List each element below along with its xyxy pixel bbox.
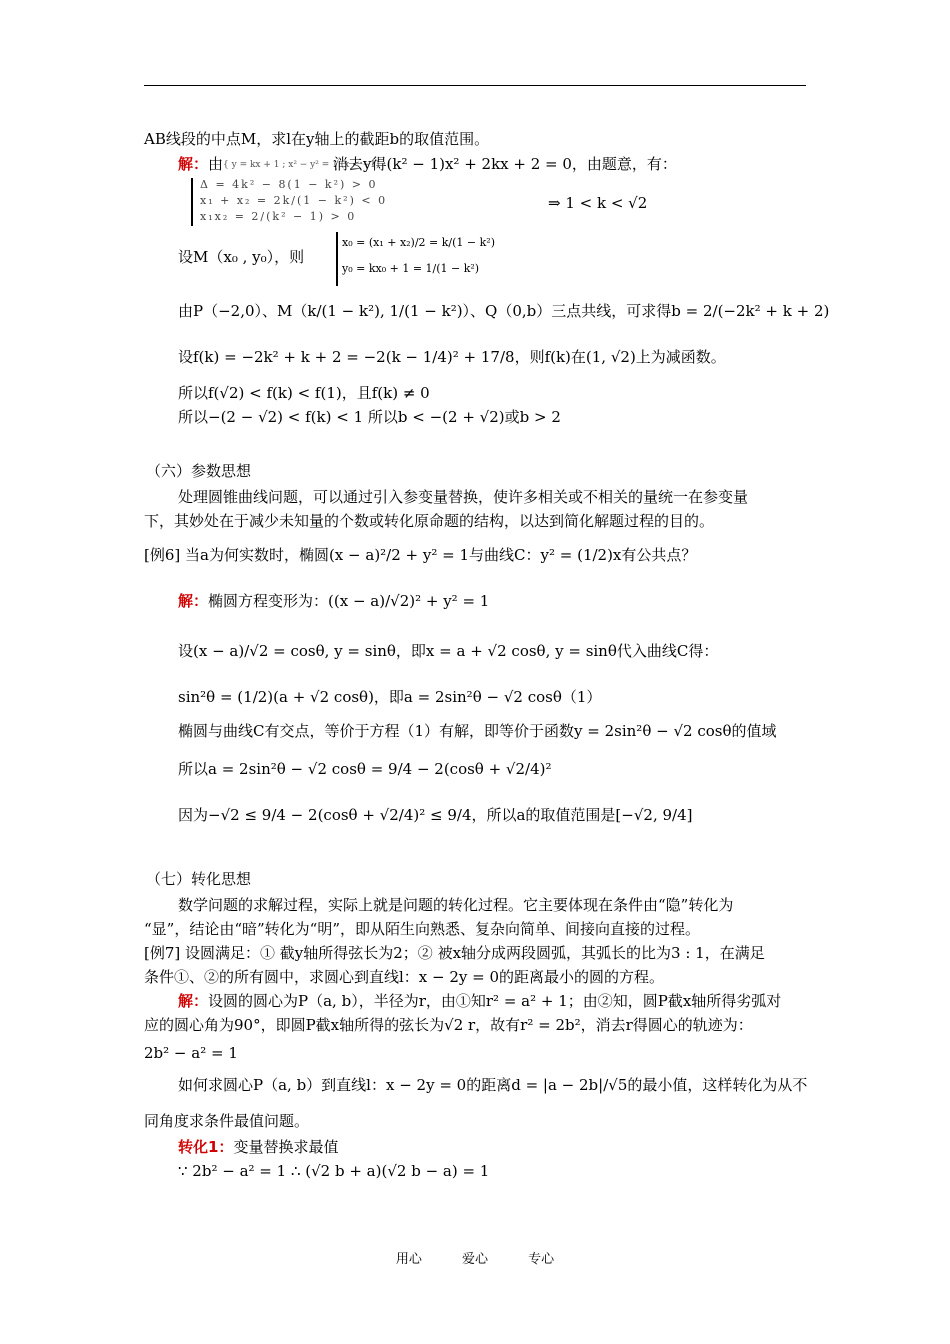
midpoint-line: 设M（x₀ , y₀），则 (178, 248, 305, 266)
ex7-step-4: 如何求圆心P（a, b）到直线l：x − 2y = 0的距离d = |a − 2b|/√5的最小值，这样转化为从不 (178, 1076, 808, 1094)
section-6-para-2: 下，其妙处在于减少未知量的个数或转化原命题的结构，以达到简化解题过程的目的。 (144, 512, 715, 530)
header-rule (144, 85, 806, 86)
range-line-1: 所以f(√2) < f(k) < f(1)，且f(k) ≠ 0 (178, 384, 430, 402)
ex6-step-3: sin²θ = (1/2)(a + √2 cosθ)，即a = 2sin²θ − √2 cosθ（1） (178, 688, 602, 706)
system-brace (191, 178, 193, 226)
example-7-line-1: [例7] 设圆满足：① 截y轴所得弦长为2；② 被x轴分成两段圆弧，其弧长的比为3 : 1，在满足 (144, 944, 765, 962)
ex7-step-5: 同角度求条件最值问题。 (144, 1112, 310, 1130)
section-7-para-1: 数学问题的求解过程，实际上就是问题的转化过程。它主要体现在条件由“隐”转化为 (178, 896, 734, 914)
section-6-para-1: 处理圆锥曲线问题，可以通过引入参变量替换，使许多相关或不相关的量统一在参变量 (178, 488, 749, 506)
section-7-para-2: “显”，结论由“暗”转化为“明”，即从陌生向熟悉、复杂向简单、间接向直接的过程。 (144, 920, 701, 938)
collinear-line: 由P（−2,0）、M（k/(1 − k²), 1/(1 − k²)）、Q（0,b）三点共线，可求得b = 2/(−2k² + k + 2) (178, 302, 830, 320)
solution-label: 解： (178, 155, 209, 173)
ex6-step-5: 所以a = 2sin²θ − √2 cosθ = 9/4 − 2(cosθ + √2/4)² (178, 760, 552, 778)
conversion-1-equation: ∵ 2b² − a² = 1 ∴ (√2 b + a)(√2 b − a) = 1 (178, 1162, 490, 1180)
system-row-1: Δ = 4k² − 8(1 − k²) > 0 (200, 178, 378, 191)
footer-item: 专心 (528, 1252, 555, 1267)
footer-item: 用心 (395, 1252, 422, 1267)
ex6-step-6: 因为−√2 ≤ 9/4 − 2(cosθ + √2/4)² ≤ 9/4，所以a的取值范围是[−√2, 9/4] (178, 806, 693, 824)
ex6-step-2: 设(x − a)/√2 = cosθ, y = sinθ，即x = a + √2 cosθ, y = sinθ代入曲线C得： (178, 642, 719, 660)
midpoint-brace (336, 232, 338, 286)
system-row-2: x₁ + x₂ = 2k/(1 − k²) < 0 (200, 194, 388, 207)
problem-tail: AB线段的中点M，求l在y轴上的截距b的取值范围。 (144, 130, 490, 148)
example-7-line-2: 条件①、②的所有圆中，求圆心到直线l：x − 2y = 0的距离最小的圆的方程。 (144, 968, 665, 986)
solution-line-1: 解：由{ y = kx + 1 ; x² − y² = 1 (x < −1)消去y得(k² − 1)x² + 2kx + 2 = 0，由题意，有： (178, 155, 677, 173)
ex7-step-1: 解：设圆的圆心为P（a, b），半径为r，由①知r² = a² + 1；由②知，圆P截x轴所得劣弧对 (178, 992, 782, 1010)
ex7-step-2: 应的圆心角为90°，即圆P截x轴所得的弦长为√2 r，故有r² = 2b²，消去r得圆心的轨迹为： (144, 1016, 753, 1034)
example-6: [例6] 当a为何实数时，椭圆(x − a)²/2 + y² = 1与曲线C：y² = (1/2)x有公共点？ (144, 546, 697, 564)
midpoint-x: x₀ = (x₁ + x₂)/2 = k/(1 − k²) (342, 236, 495, 249)
ex6-step-1: 解：椭圆方程变形为：((x − a)/√2)² + y² = 1 (178, 592, 490, 610)
function-line: 设f(k) = −2k² + k + 2 = −2(k − 1/4)² + 17/8，则f(k)在(1, √2)上为减函数。 (178, 348, 726, 366)
midpoint-y: y₀ = kx₀ + 1 = 1/(1 − k²) (342, 262, 480, 275)
system-result: ⇒ 1 < k < √2 (548, 194, 648, 212)
conversion-1-heading: 转化1：变量替换求最值 (178, 1138, 339, 1156)
ex7-step-3: 2b² − a² = 1 (144, 1044, 238, 1062)
footer-item: 爱心 (461, 1252, 488, 1267)
section-7-title: （七）转化思想 (146, 870, 252, 888)
page-footer (0, 1248, 950, 1267)
system-row-3: x₁x₂ = 2/(k² − 1) > 0 (200, 210, 357, 223)
range-line-2: 所以−(2 − √2) < f(k) < 1 所以b < −(2 + √2)或b > 2 (178, 408, 561, 426)
ex6-step-4: 椭圆与曲线C有交点，等价于方程（1）有解，即等价于函数y = 2sin²θ − √2 cosθ的值域 (178, 722, 777, 740)
section-6-title: （六）参数思想 (146, 462, 252, 480)
compressed-system: { y = kx + 1 ; x² − y² = 1 (x < −1) (223, 159, 380, 170)
